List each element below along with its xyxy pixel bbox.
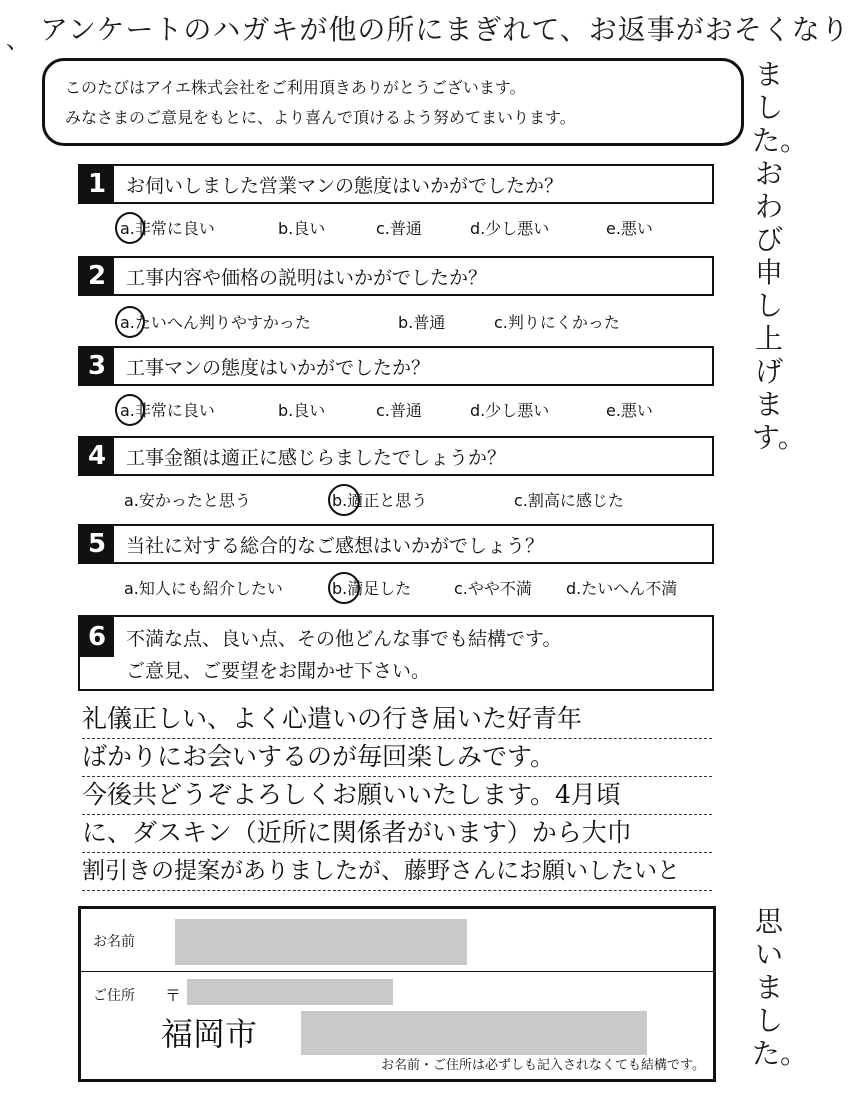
question-text: お伺いしました営業マンの態度はいかがでしたか？ — [126, 174, 564, 197]
option-c[interactable]: c.割高に感じた — [514, 491, 624, 510]
address-value: 福岡市 — [161, 1015, 258, 1053]
option-a[interactable]: a.たいへん判りやすかった — [120, 313, 311, 332]
option-c[interactable]: c.普通 — [376, 401, 422, 420]
question-4-header — [78, 436, 714, 476]
question-text: 当社に対する総合的なご感想はいかがでしょう？ — [126, 534, 545, 557]
option-c[interactable]: c.判りにくかった — [494, 313, 620, 332]
handwritten-side-note-bottom: 思いました。 — [752, 905, 809, 1070]
redacted-address — [301, 1011, 647, 1055]
option-a[interactable]: a.知人にも紹介したい — [124, 579, 283, 598]
redacted-name — [175, 919, 467, 965]
option-e[interactable]: e.悪い — [606, 219, 653, 238]
question-6-box — [78, 615, 714, 691]
option-a[interactable]: a.安かったと思う — [124, 491, 251, 510]
question-text: 工事内容や価格の説明はいかがでしたか？ — [126, 266, 488, 289]
redacted-postal-code — [187, 979, 393, 1005]
name-row — [81, 909, 713, 972]
option-d[interactable]: d.少し悪い — [470, 401, 550, 420]
option-d[interactable]: d.たいへん不満 — [566, 579, 678, 598]
postal-mark: 〒 — [165, 986, 182, 1005]
handwritten-side-note: ました。おわび申し上げます。 — [752, 58, 809, 454]
address-label: ご住所 — [93, 988, 135, 1004]
comment-line-3: 今後共どうぞよろしくお願いいたします。4月頃 — [82, 776, 712, 815]
intro-line-2: みなさまのご意見をもとに、より喜んで頂けるよう努めてまいります。 — [65, 108, 576, 127]
question-4-options — [110, 484, 710, 514]
question-text: 工事マンの態度はいかがでしたか？ — [126, 356, 431, 379]
option-b[interactable]: b.良い — [278, 219, 326, 238]
comment-line-4: に、ダスキン（近所に関係者がいます）から大巾 — [82, 814, 712, 853]
question-number: 4 — [80, 438, 114, 474]
question-1-header — [78, 164, 714, 204]
comment-line-1: 礼儀正しい、よく心遣いの行き届いた好青年 — [82, 700, 712, 739]
name-label: お名前 — [93, 934, 135, 950]
option-e[interactable]: e.悪い — [606, 401, 653, 420]
question-6-line-2: ご意見、ご要望をお聞かせ下さい。 — [126, 660, 431, 682]
option-a[interactable]: a.非常に良い — [120, 401, 215, 420]
handwritten-top-note: アンケートのハガキが他の所にまぎれて、お返事がおそくなり — [40, 13, 850, 46]
question-6-line-1: 不満な点、良い点、その他どんな事でも結構です。 — [126, 628, 562, 650]
option-c[interactable]: c.普通 — [376, 219, 422, 238]
question-number: 6 — [80, 617, 114, 657]
handwritten-mark: 、 — [6, 26, 30, 54]
intro-box — [42, 58, 744, 146]
option-a[interactable]: a.非常に良い — [120, 219, 215, 238]
option-b[interactable]: b.満足した — [332, 579, 412, 598]
question-text: 工事金額は適正に感じらましたでしょうか？ — [126, 446, 507, 469]
option-d[interactable]: d.少し悪い — [470, 219, 550, 238]
question-number: 2 — [80, 258, 114, 294]
option-b[interactable]: b.適正と思う — [332, 491, 428, 510]
question-5-header — [78, 524, 714, 564]
question-1-options — [110, 212, 710, 242]
contact-info-box — [78, 906, 716, 1082]
comment-line-2: ばかりにお会いするのが毎回楽しみです。 — [82, 738, 712, 777]
intro-line-1: このたびはアイエ株式会社をご利用頂きありがとうございます。 — [65, 78, 526, 97]
footer-note: お名前・ご住所は必ずしも記入されなくても結構です。 — [381, 1058, 705, 1073]
option-c[interactable]: c.やや不満 — [454, 579, 532, 598]
question-number: 3 — [80, 348, 114, 384]
question-text — [114, 617, 573, 689]
option-b[interactable]: b.普通 — [398, 313, 446, 332]
question-number: 5 — [80, 526, 114, 562]
option-b[interactable]: b.良い — [278, 401, 326, 420]
question-2-options — [110, 306, 710, 336]
question-2-header — [78, 256, 714, 296]
question-number: 1 — [80, 166, 114, 202]
question-5-options — [110, 572, 710, 602]
question-3-options — [110, 394, 710, 424]
question-3-header — [78, 346, 714, 386]
comment-line-5: 割引きの提案がありましたが、藤野さんにお願いしたいと — [82, 852, 712, 891]
